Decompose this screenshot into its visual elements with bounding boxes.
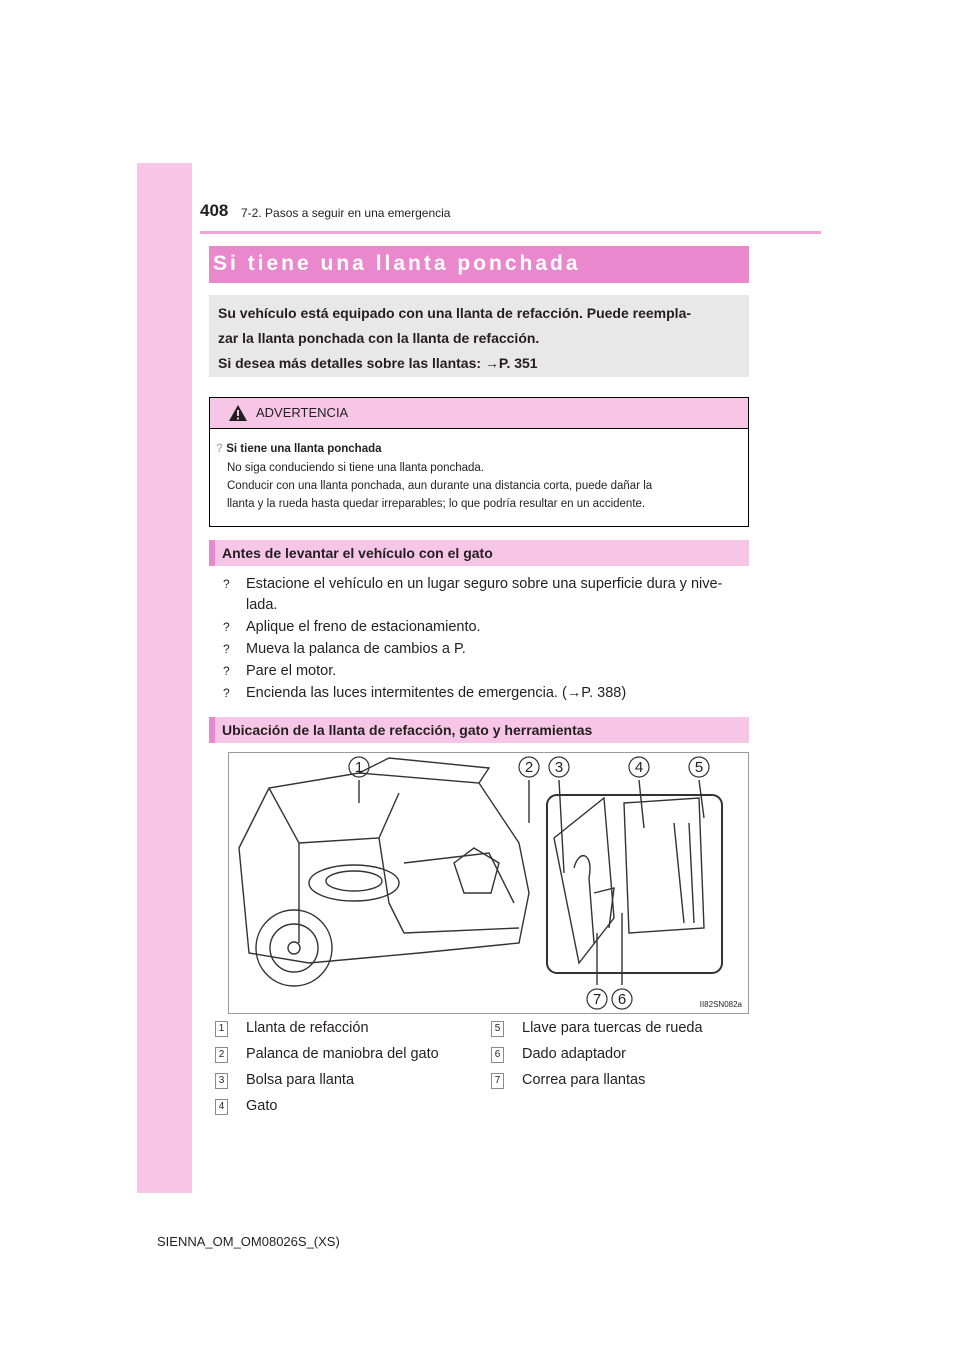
subheading-bar [209, 540, 749, 566]
intro-line: Su vehículo está equipado con una llanta de refacción. Puede reempla- [218, 305, 692, 321]
page-number: 408 [200, 201, 229, 220]
list-item-continued: lada. [246, 597, 278, 613]
subheading-title: Ubicación de la llanta de refacción, gato y herramientas [222, 722, 593, 738]
intro-box [209, 295, 749, 377]
legend-item: 5 Llave para tuercas de rueda [491, 1020, 703, 1037]
bullet-marker: ? [216, 443, 224, 455]
list-item: ? Pare el motor. [223, 663, 337, 679]
callout-label: 3 [554, 759, 564, 776]
warning-text: No siga conduciendo si tiene una llanta ponchada. [227, 462, 485, 474]
subheading-title: Antes de levantar el vehículo con el gato [222, 545, 493, 561]
subheading-accent [209, 717, 215, 743]
callout-label: 6 [617, 991, 627, 1008]
side-tab [137, 163, 192, 1193]
legend-item: 7 Correa para llantas [491, 1072, 645, 1089]
warning-header [210, 398, 748, 429]
subheading-accent [209, 540, 215, 566]
warning-heading: ? Si tiene una llanta ponchada [216, 443, 382, 455]
legend-item: 4 Gato [215, 1098, 277, 1115]
warning-text: llanta y la rueda hasta quedar irreparables; lo que podría resultar en un accidente. [227, 498, 646, 510]
intro-reference: Si desea más detalles sobre las llantas: →P. 351 [218, 355, 538, 371]
page-title: Si tiene una llanta ponchada [213, 252, 581, 275]
list-item: ? Aplique el freno de estacionamiento. [223, 619, 481, 635]
callout-label: 1 [354, 759, 364, 776]
callout-label: 2 [524, 759, 534, 776]
callout-label: 5 [694, 759, 704, 776]
legend-item: 2 Palanca de maniobra del gato [215, 1046, 439, 1063]
tool-location-figure [228, 752, 749, 1014]
subheading-bar [209, 717, 749, 743]
section-title: 7-2. Pasos a seguir en una emergencia [241, 206, 451, 220]
warning-triangle-icon [228, 404, 248, 422]
list-item: ? Estacione el vehículo en un lugar seguro sobre una superficie dura y nive- [223, 576, 723, 592]
intro-line: zar la llanta ponchada con la llanta de refacción. [218, 330, 540, 346]
list-item: ? Mueva la palanca de cambios a P. [223, 641, 466, 657]
callout-label: 4 [634, 759, 644, 776]
legend-item: 3 Bolsa para llanta [215, 1072, 354, 1089]
header-rule [200, 231, 821, 234]
legend-item: 1 Llanta de refacción [215, 1020, 369, 1037]
callout-label: 7 [592, 991, 602, 1008]
warning-text: Conducir con una llanta ponchada, aun durante una distancia corta, puede dañar la [227, 480, 653, 492]
figure-code: II82SN082a [699, 1000, 742, 1009]
warning-box [209, 397, 749, 527]
warning-title: ADVERTENCIA [256, 405, 349, 420]
list-item: ? Encienda las luces intermitentes de emergencia. (→P. 388) [223, 685, 627, 701]
legend-item: 6 Dado adaptador [491, 1046, 626, 1063]
minivan-illustration [229, 753, 748, 1013]
footer-code: SIENNA_OM_OM08026S_(XS) [157, 1234, 340, 1249]
